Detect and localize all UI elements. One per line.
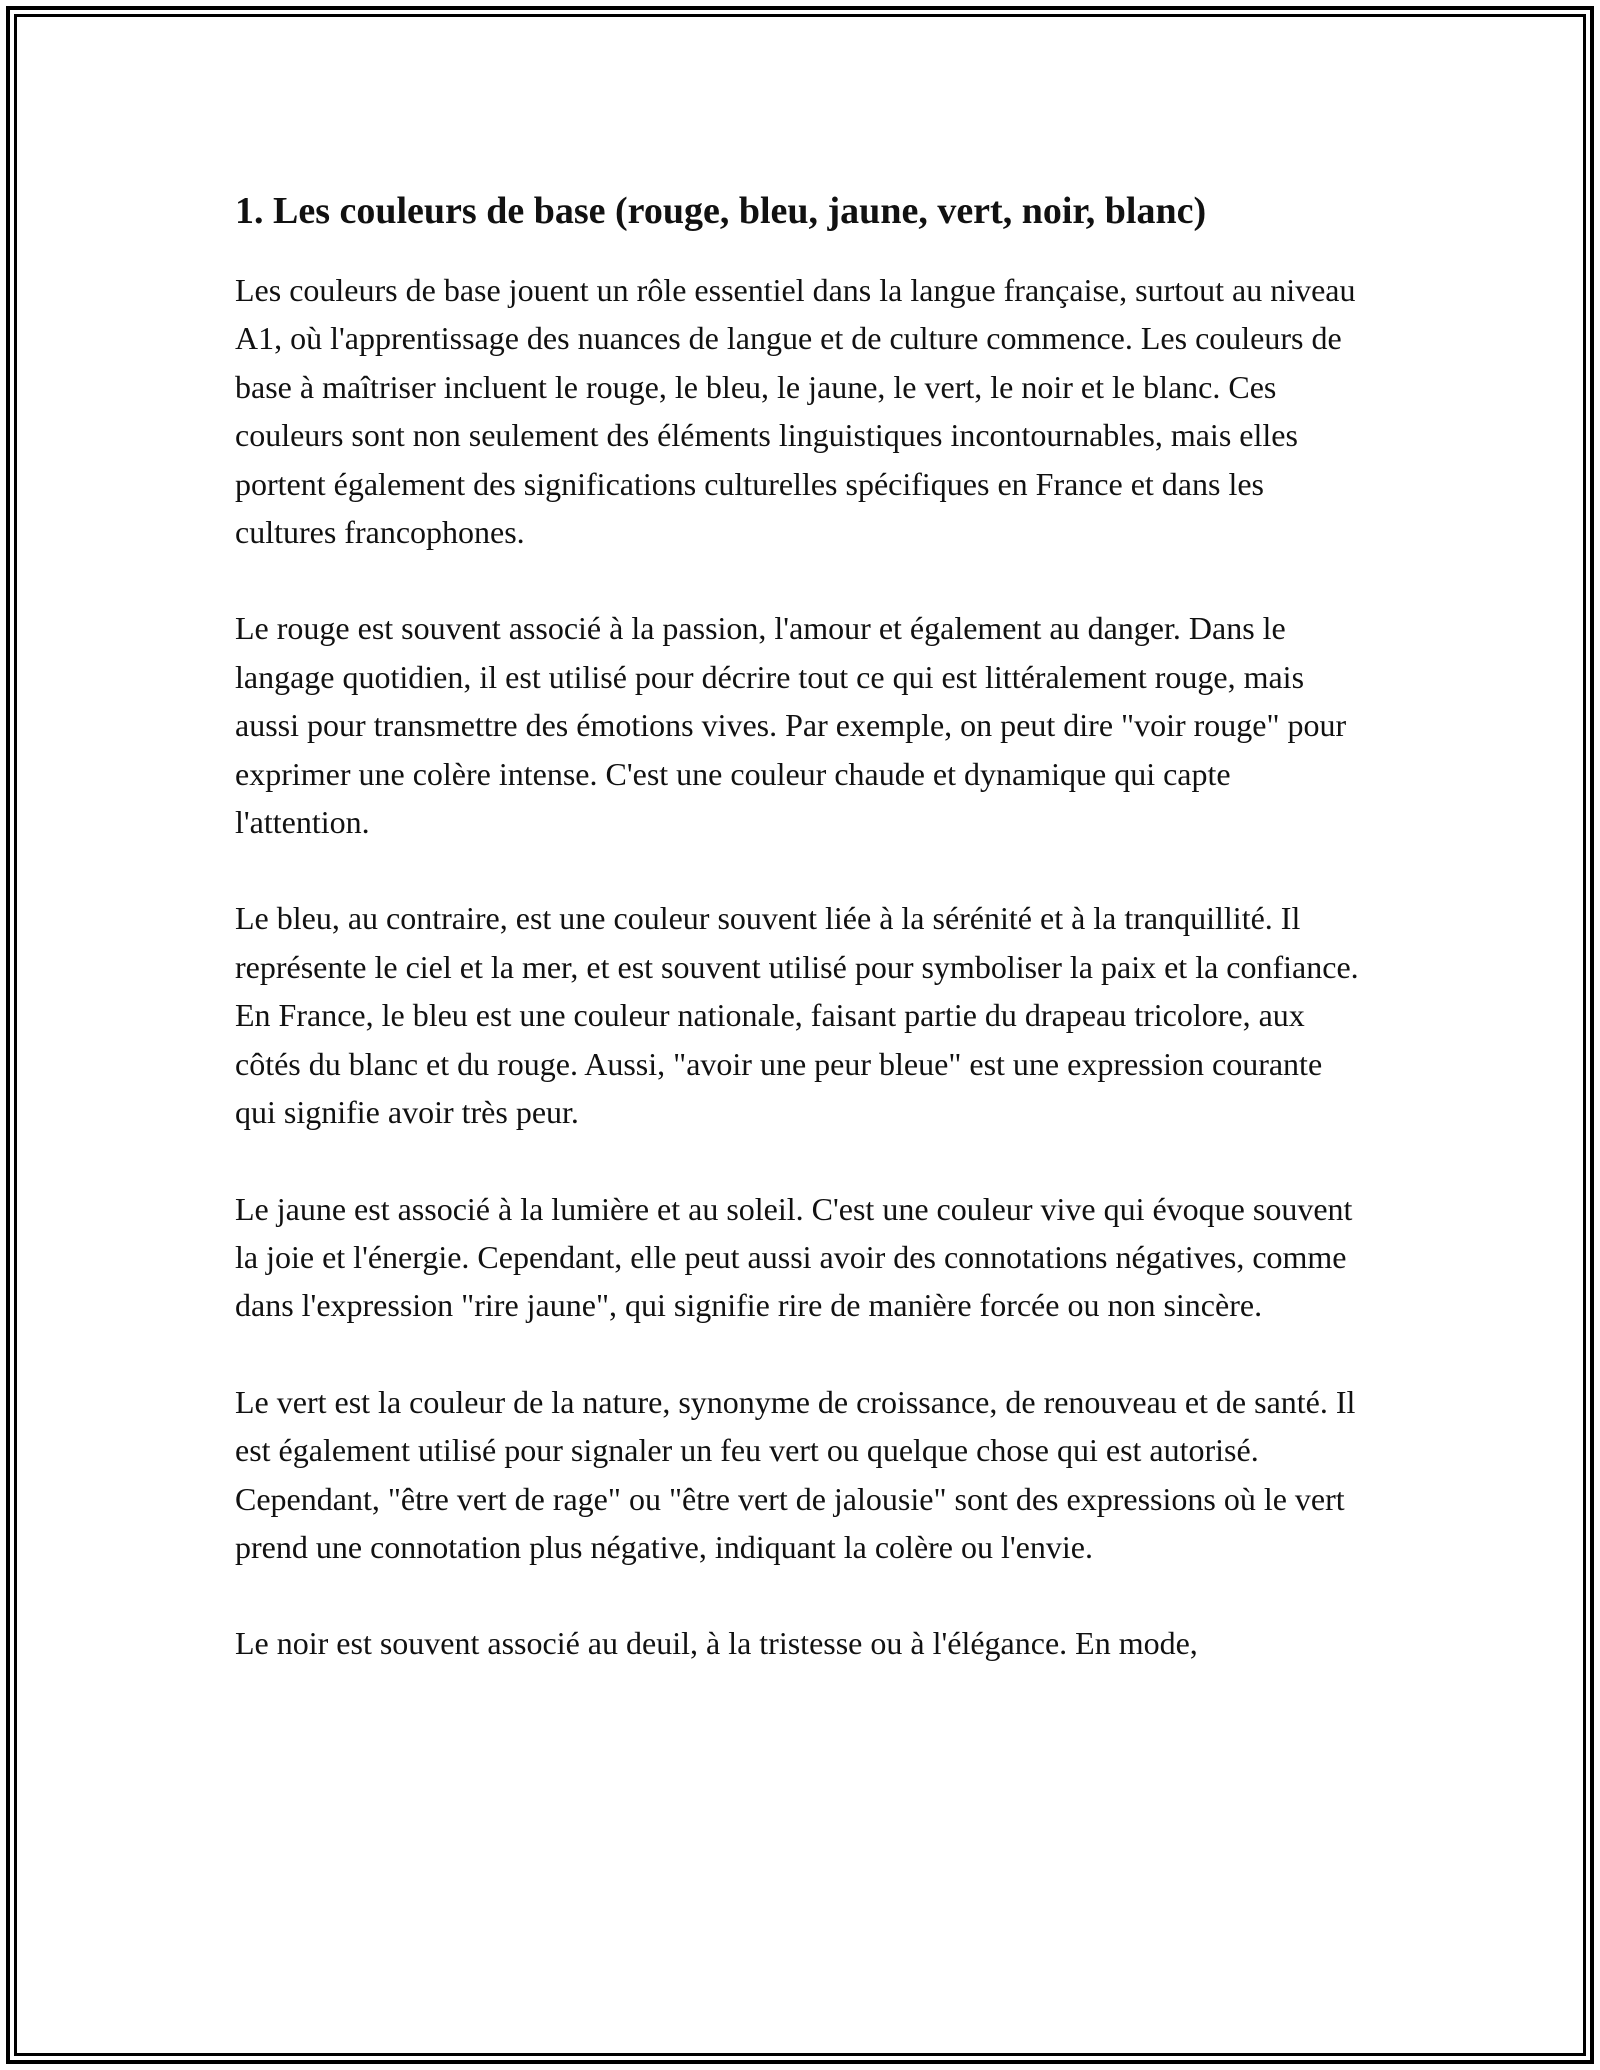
section-heading: 1. Les couleurs de base (rouge, bleu, jaune, vert, noir, blanc): [235, 190, 1207, 232]
paragraph-vert: Le vert est la couleur de la nature, synonyme de croissance, de renouveau et de santé. Il est également utilisé pour signaler un feu vert ou quelque chose qui est autorisé. Cependant, "être vert de rage" ou "être vert de jalousie" sont des expressions où le vert prend une connotation plus négative, indiquant la colère ou l'envie.: [235, 1383, 1356, 1565]
paragraph-bleu: Le bleu, au contraire, est une couleur souvent liée à la sérénité et à la tranquillité. Il représente le ciel et la mer, et est souvent utilisé pour symboliser la paix et la confiance. En France, le bleu est une couleur nationale, faisant partie du drapeau tricolore, aux côtés du blanc et du rouge. Aussi, "avoir une peur bleue" est une expression courante qui signifie avoir très peur.: [235, 900, 1359, 1131]
document-body: [235, 184, 1365, 1716]
paragraph-noir: Le noir est souvent associé au deuil, à la tristesse ou à l'élégance. En mode,: [235, 1625, 1198, 1662]
paragraph-intro: Les couleurs de base jouent un rôle essentiel dans la langue française, surtout au niveau A1, où l'apprentissage des nuances de langue et de culture commence. Les couleurs de base à maîtriser incluent le rouge, le bleu, le jaune, le vert, le noir et le blanc. Ces couleurs sont non seulement des éléments linguistiques incontournables, mais elles portent également des significations culturelles spécifiques en France et dans les cultures francophones.: [235, 272, 1356, 551]
paragraph-jaune: Le jaune est associé à la lumière et au soleil. C'est une couleur vive qui évoque souvent la joie et l'énergie. Cependant, elle peut aussi avoir des connotations négatives, comme dans l'expression "rire jaune", qui signifie rire de manière forcée ou non sincère.: [235, 1190, 1353, 1324]
paragraph-rouge: Le rouge est souvent associé à la passion, l'amour et également au danger. Dans le langage quotidien, il est utilisé pour décrire tout ce qui est littéralement rouge, mais aussi pour transmettre des émotions vives. Par exemple, on peut dire "voir rouge" pour exprimer une colère intense. C'est une couleur chaude et dynamique qui capte l'attention.: [235, 610, 1347, 841]
